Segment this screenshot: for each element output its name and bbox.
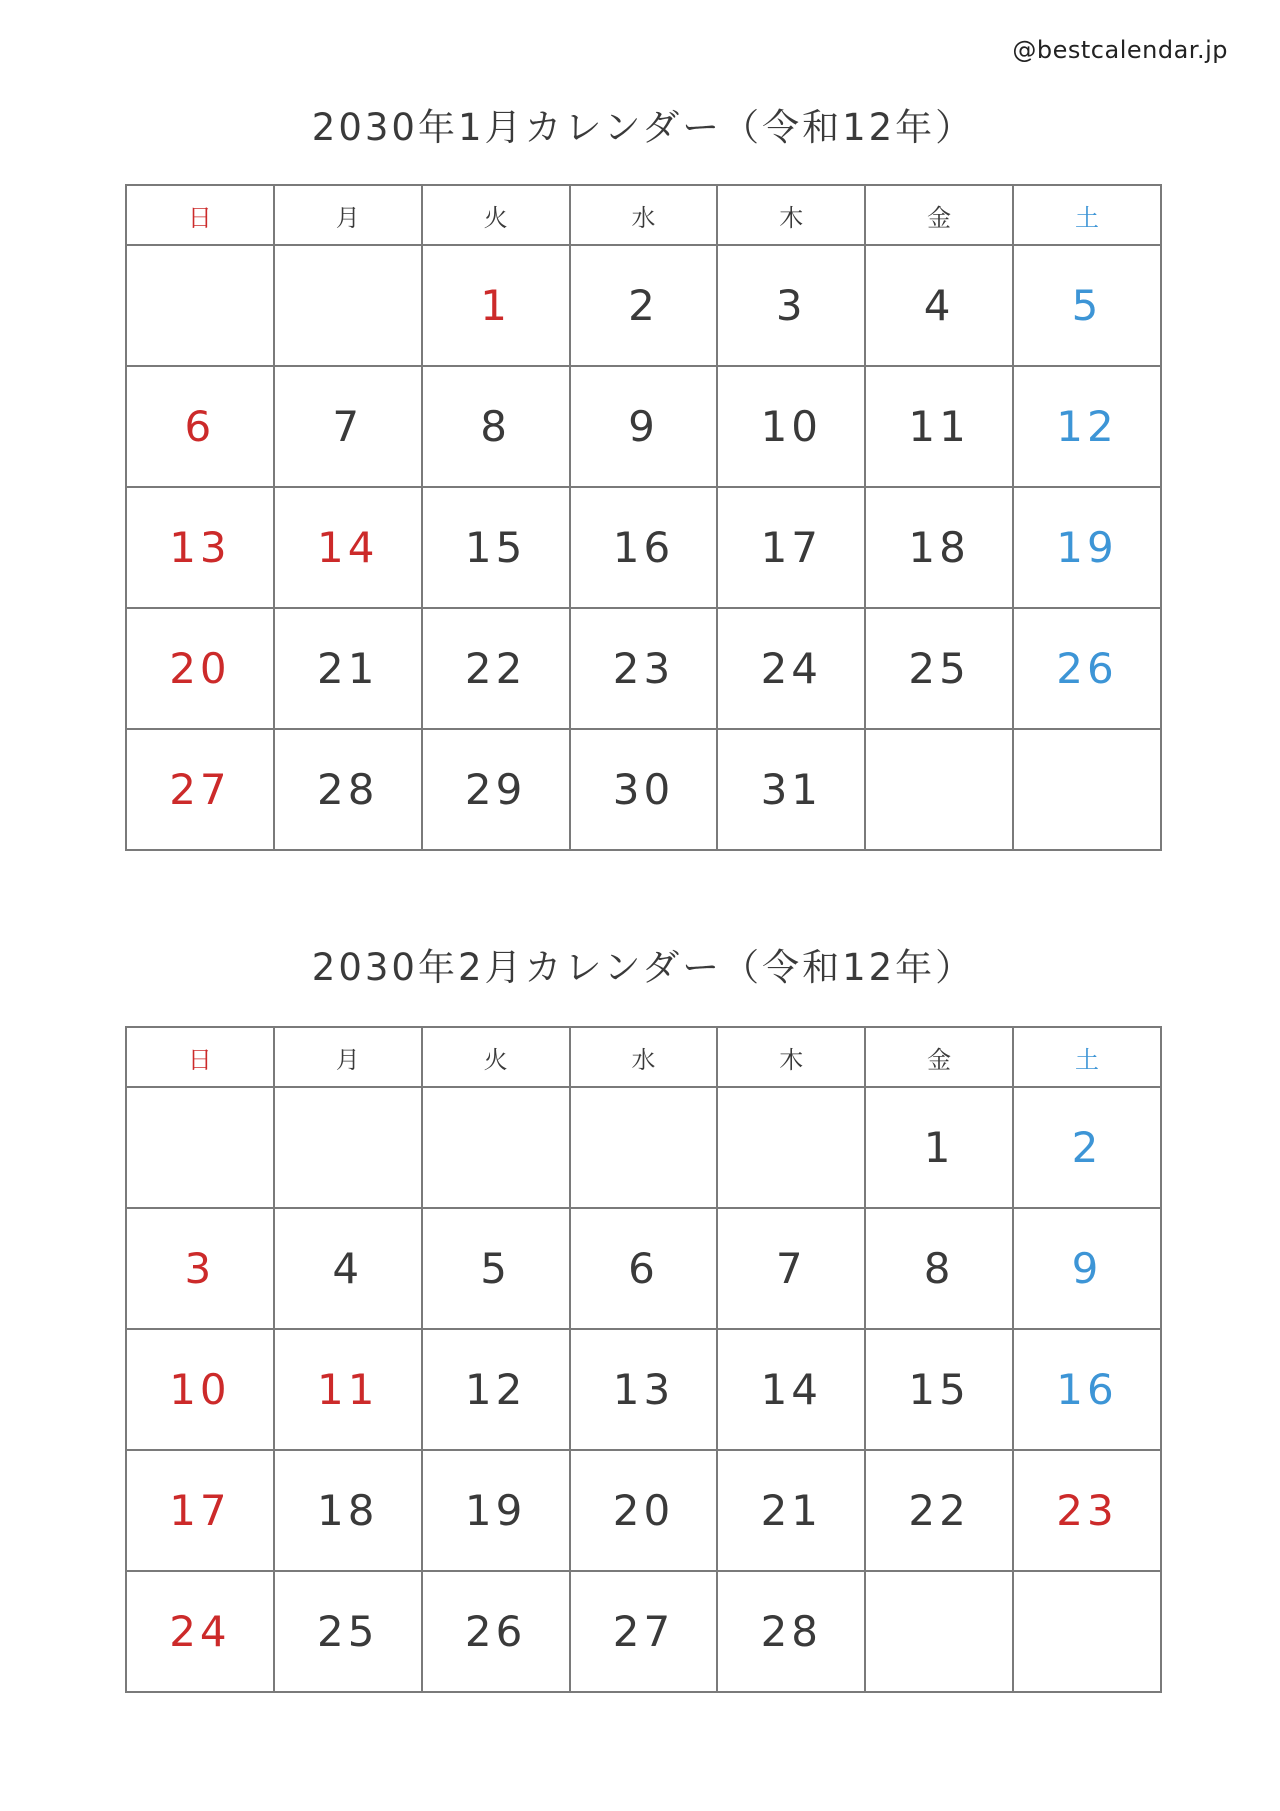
- weekday-saturday: 土: [1013, 1027, 1161, 1087]
- day-cell: 4: [865, 245, 1013, 366]
- day-cell: 25: [274, 1571, 422, 1692]
- day-cell: 20: [126, 608, 274, 729]
- day-cell: 11: [865, 366, 1013, 487]
- day-cell: 9: [570, 366, 718, 487]
- day-cell: 22: [422, 608, 570, 729]
- empty-day-cell: [717, 1087, 865, 1208]
- empty-day-cell: [570, 1087, 718, 1208]
- weekday-thursday: 木: [717, 1027, 865, 1087]
- day-cell: 17: [717, 487, 865, 608]
- weekday-sunday: 日: [126, 1027, 274, 1087]
- day-cell: 12: [422, 1329, 570, 1450]
- day-cell: 26: [422, 1571, 570, 1692]
- weekday-wednesday: 水: [570, 1027, 718, 1087]
- day-cell: 20: [570, 1450, 718, 1571]
- weekday-monday: 月: [274, 1027, 422, 1087]
- month-title: 2030年2月カレンダー（令和12年）: [311, 946, 976, 989]
- month-title: 2030年1月カレンダー（令和12年）: [311, 106, 976, 149]
- day-cell: 19: [422, 1450, 570, 1571]
- day-cell: 30: [570, 729, 718, 850]
- weekday-sunday: 日: [126, 185, 274, 245]
- day-cell: 29: [422, 729, 570, 850]
- day-cell: 21: [717, 1450, 865, 1571]
- day-cell: 14: [274, 487, 422, 608]
- day-cell: 22: [865, 1450, 1013, 1571]
- calendar-grid: [125, 1026, 1162, 1693]
- day-cell: 24: [717, 608, 865, 729]
- week-row: [126, 1450, 1161, 1571]
- day-cell: 1: [865, 1087, 1013, 1208]
- weeks-body: [126, 1087, 1161, 1692]
- day-cell: 4: [274, 1208, 422, 1329]
- day-cell: 7: [717, 1208, 865, 1329]
- day-cell: 6: [126, 366, 274, 487]
- week-row: [126, 1329, 1161, 1450]
- site-watermark: @bestcalendar.jp: [1012, 36, 1228, 64]
- empty-day-cell: [422, 1087, 570, 1208]
- day-cell: 31: [717, 729, 865, 850]
- empty-day-cell: [274, 1087, 422, 1208]
- weekday-saturday: 土: [1013, 185, 1161, 245]
- empty-day-cell: [126, 245, 274, 366]
- empty-day-cell: [126, 1087, 274, 1208]
- day-cell: 2: [1013, 1087, 1161, 1208]
- day-cell: 3: [126, 1208, 274, 1329]
- week-row: [126, 729, 1161, 850]
- day-cell: 25: [865, 608, 1013, 729]
- day-cell: 5: [1013, 245, 1161, 366]
- weekday-header-row: [126, 1027, 1161, 1087]
- week-row: [126, 1208, 1161, 1329]
- month-calendar-january: [125, 98, 1162, 814]
- empty-day-cell: [1013, 1571, 1161, 1692]
- day-cell: 11: [274, 1329, 422, 1450]
- weekday-friday: 金: [865, 185, 1013, 245]
- day-cell: 18: [865, 487, 1013, 608]
- day-cell: 3: [717, 245, 865, 366]
- day-cell: 13: [126, 487, 274, 608]
- month-calendar-february: [125, 938, 1162, 1656]
- day-cell: 24: [126, 1571, 274, 1692]
- day-cell: 1: [422, 245, 570, 366]
- day-cell: 10: [717, 366, 865, 487]
- day-cell: 28: [274, 729, 422, 850]
- day-cell: 21: [274, 608, 422, 729]
- day-cell: 27: [126, 729, 274, 850]
- weekday-friday: 金: [865, 1027, 1013, 1087]
- day-cell: 26: [1013, 608, 1161, 729]
- day-cell: 18: [274, 1450, 422, 1571]
- day-cell: 8: [422, 366, 570, 487]
- week-row: [126, 1087, 1161, 1208]
- day-cell: 7: [274, 366, 422, 487]
- week-row: [126, 366, 1161, 487]
- day-cell: 5: [422, 1208, 570, 1329]
- week-row: [126, 245, 1161, 366]
- day-cell: 6: [570, 1208, 718, 1329]
- day-cell: 9: [1013, 1208, 1161, 1329]
- day-cell: 19: [1013, 487, 1161, 608]
- day-cell: 12: [1013, 366, 1161, 487]
- weekday-header-row: [126, 185, 1161, 245]
- day-cell: 23: [1013, 1450, 1161, 1571]
- weekday-thursday: 木: [717, 185, 865, 245]
- day-cell: 15: [865, 1329, 1013, 1450]
- empty-day-cell: [865, 1571, 1013, 1692]
- day-cell: 8: [865, 1208, 1013, 1329]
- day-cell: 16: [570, 487, 718, 608]
- day-cell: 15: [422, 487, 570, 608]
- weekday-tuesday: 火: [422, 185, 570, 245]
- weekday-monday: 月: [274, 185, 422, 245]
- day-cell: 23: [570, 608, 718, 729]
- calendar-grid: [125, 184, 1162, 851]
- weeks-body: [126, 245, 1161, 850]
- week-row: [126, 1571, 1161, 1692]
- day-cell: 17: [126, 1450, 274, 1571]
- weekday-tuesday: 火: [422, 1027, 570, 1087]
- empty-day-cell: [274, 245, 422, 366]
- day-cell: 14: [717, 1329, 865, 1450]
- empty-day-cell: [865, 729, 1013, 850]
- weekday-wednesday: 水: [570, 185, 718, 245]
- day-cell: 10: [126, 1329, 274, 1450]
- day-cell: 2: [570, 245, 718, 366]
- day-cell: 27: [570, 1571, 718, 1692]
- day-cell: 28: [717, 1571, 865, 1692]
- day-cell: 16: [1013, 1329, 1161, 1450]
- day-cell: 13: [570, 1329, 718, 1450]
- empty-day-cell: [1013, 729, 1161, 850]
- week-row: [126, 608, 1161, 729]
- week-row: [126, 487, 1161, 608]
